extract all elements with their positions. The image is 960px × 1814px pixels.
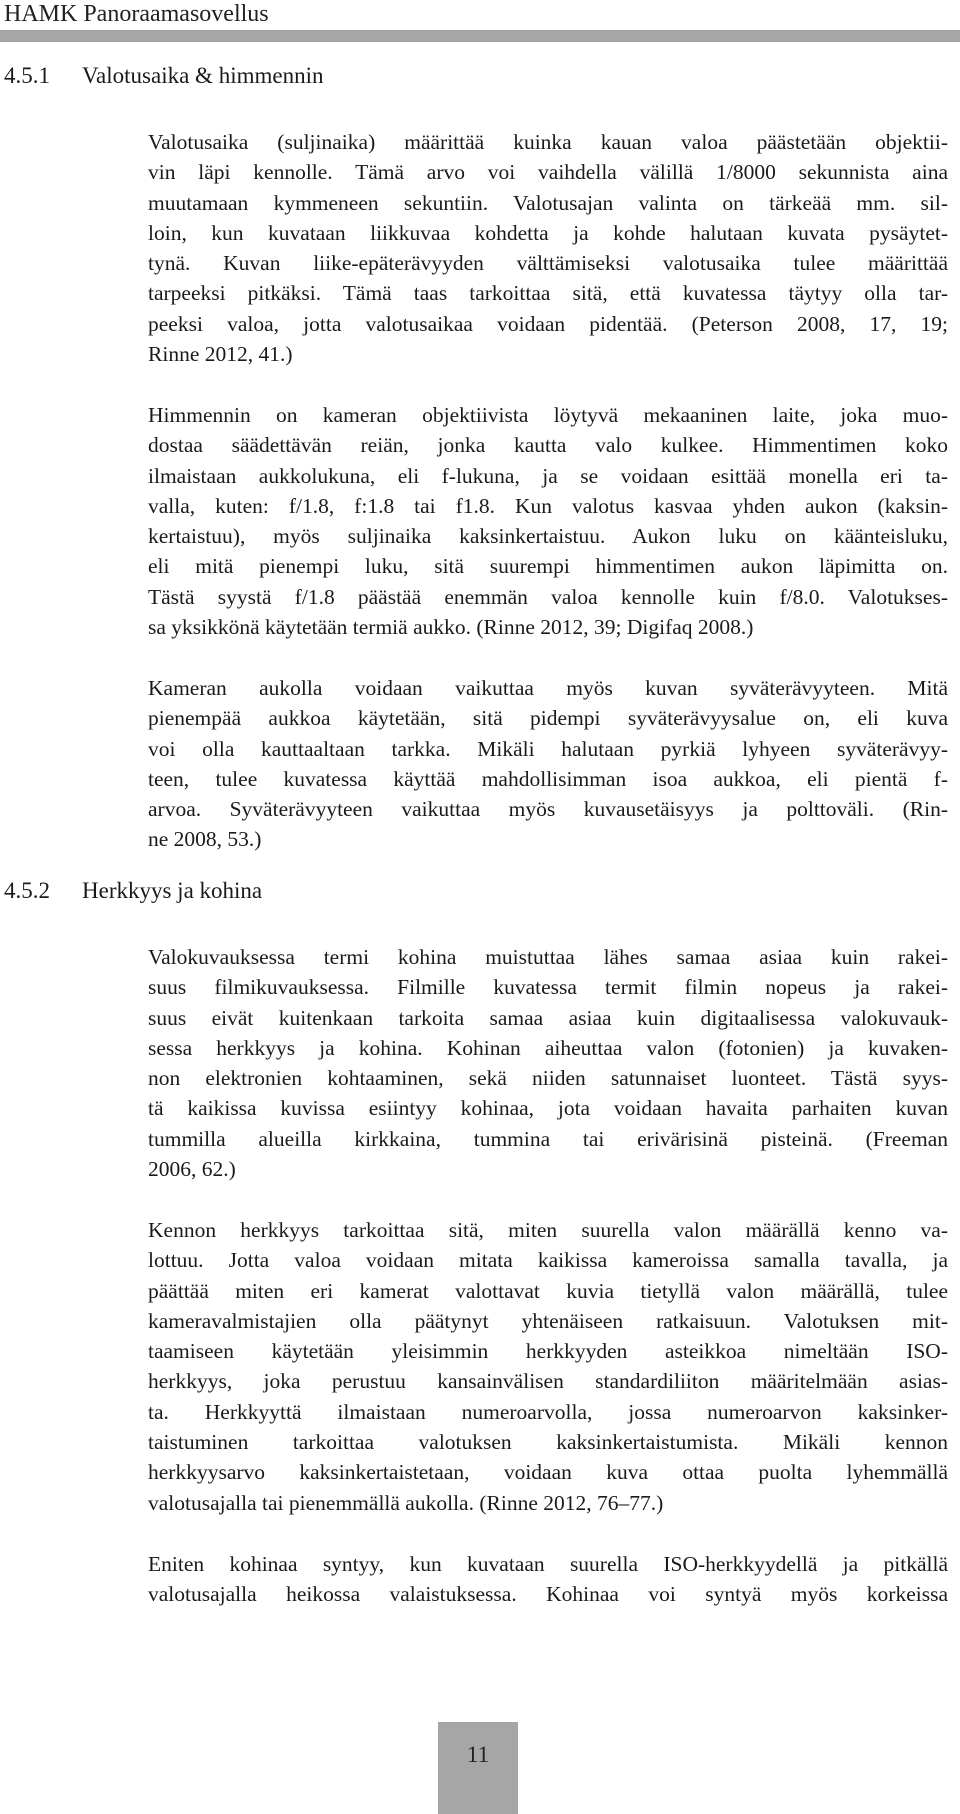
text-line: voi olla kauttaaltaan tarkka. Mikäli halutaan pyrkiä lyhyeen syväterävyy- [148,736,948,761]
section-number: 4.5.1 [4,63,50,88]
text-line: Himmennin on kameran objektiivista löytyvä mekaaninen laite, joka muo- [148,403,948,427]
text-line: Valotusaika (suljinaika) määrittää kuinka kauan valoa päästetään objektii- [148,130,948,154]
text-line: peeksi valoa, jotta valotusaikaa voidaan pidentää. (Peterson 2008, 17, 19; [148,311,948,336]
text-line: loin, kun kuvataan liikkuvaa kohdetta ja kohde halutaan kuvata pysäytet- [148,220,948,245]
page-header [0,0,960,46]
text-line: Tästä syystä f/1.8 päästää enemmän valoa kennolle kuin f/8.0. Valotukses- [148,584,948,609]
text-line: tä kaikissa kuvissa esiintyy kohinaa, jota voidaan havaita parhaiten kuvan [148,1096,948,1121]
text-line: päättää miten eri kamerat valottavat kuvia tietyllä valon määrällä, tulee [148,1278,948,1303]
section-number: 4.5.2 [4,878,50,903]
text-line: sessa herkkyys ja kohina. Kohinan aiheuttaa valon (fotonien) ja kuvaken- [148,1035,948,1060]
paragraph [148,673,948,855]
text-line: tummilla alueilla kirkkaina, tummina tai erivärisinä pisteinä. (Freeman [148,1126,948,1151]
paragraph [148,1215,948,1518]
text-line: taamiseen käytetään yleisimmin herkkyyden asteikkoa nimeltään ISO- [148,1339,948,1364]
section-title: Valotusaika & himmennin [82,63,324,88]
paragraph [148,1549,948,1610]
text-line: ta. Herkkyyttä ilmaistaan numeroarvolla, jossa numeroarvon kaksinker- [148,1399,948,1424]
text-line: Kameran aukolla voidaan vaikuttaa myös kuvan syväterävyyteen. Mitä [148,676,948,700]
text-line: herkkyys, joka perustuu kansainvälisen standardiliiton määritelmään asias- [148,1369,948,1394]
text-line: Kennon herkkyys tarkoittaa sitä, miten suurella valon määrällä kenno va- [148,1218,948,1242]
paragraph [148,942,948,1184]
text-line: arvoa. Syväterävyyteen vaikuttaa myös kuvausetäisyys ja polttoväli. (Rin- [148,797,948,822]
text-line: non elektronien kohtaaminen, sekä niiden satunnaiset luonteet. Tästä syys- [148,1066,948,1091]
paragraph [148,400,948,642]
page-number-box [438,1722,518,1814]
text-line: dostaa säädettävän reiän, jonka kautta valo kulkee. Himmentimen koko [148,433,948,458]
header-rule [0,30,960,42]
text-line: Eniten kohinaa syntyy, kun kuvataan suurella ISO-herkkyydellä ja pitkällä [148,1552,948,1576]
section-heading [4,877,262,905]
text-line: Valokuvauksessa termi kohina muistuttaa lähes samaa asiaa kuin rakei- [148,945,948,969]
text-line: herkkyysarvo kaksinkertaistetaan, voidaan kuva ottaa puolta lyhemmällä [148,1460,948,1485]
text-line: sa yksikkönä käytetään termiä aukko. (Rinne 2012, 39; Digifaq 2008.) [148,615,754,640]
text-line: teen, tulee kuvatessa käyttää mahdollisimman isoa aukkoa, eli pientä f- [148,766,948,791]
paragraph [148,127,948,369]
text-line: Rinne 2012, 41.) [148,342,293,367]
text-line: taistuminen tarkoittaa valotuksen kaksinkertaistumista. Mikäli kennon [148,1430,948,1455]
text-line: tarpeeksi pitkäksi. Tämä taas tarkoittaa sitä, että kuvatessa täytyy olla tar- [148,281,948,306]
text-line: 2006, 62.) [148,1157,236,1182]
text-line: tynä. Kuvan liike-epäterävyyden välttämiseksi valotusaika tulee määrittää [148,251,948,276]
text-line: suus filmikuvauksessa. Filmille kuvatessa termit filmin nopeus ja rakei- [148,975,948,1000]
text-line: ne 2008, 53.) [148,827,262,852]
text-line: ilmaistaan aukkolukuna, eli f-lukuna, ja se voidaan esittää monella eri ta- [148,463,948,488]
text-line: suus eivät kuitenkaan tarkoita samaa asiaa kuin digitaalisessa valokuvauk- [148,1005,948,1030]
text-line: eli mitä pienempi luku, sitä suurempi himmentimen aukon läpimitta on. [148,554,948,579]
text-line: lottuu. Jotta valoa voidaan mitata kaikissa kameroissa samalla tavalla, ja [148,1248,948,1273]
text-line: valotusajalla tai pienemmällä aukolla. (Rinne 2012, 76–77.) [148,1490,664,1515]
page-number: 11 [466,1742,490,1767]
text-line: vin läpi kennolle. Tämä arvo voi vaihdella välillä 1/8000 sekunnista aina [148,160,948,185]
text-line: valotusajalla heikossa valaistuksessa. Kohinaa voi syntyä myös korkeissa [148,1582,948,1607]
document-title: HAMK Panoraamasovellus [4,1,269,27]
text-line: kameravalmistajien olla päätynyt yhtenäiseen ratkaisuun. Valotuksen mit- [148,1308,948,1333]
section-title: Herkkyys ja kohina [82,878,263,903]
section-heading [4,62,323,90]
text-line: muutamaan kymmeneen sekuntiin. Valotusajan valinta on tärkeää mm. sil- [148,190,948,215]
text-line: pienempää aukkoa käytetään, sitä pidempi syväterävyysalue on, eli kuva [148,706,948,731]
text-line: kertaistuu), myös suljinaika kaksinkertaistuu. Aukon luku on käänteisluku, [148,524,948,549]
text-line: valla, kuten: f/1.8, f:1.8 tai f1.8. Kun valotus kasvaa yhden aukon (kaksin- [148,493,948,518]
